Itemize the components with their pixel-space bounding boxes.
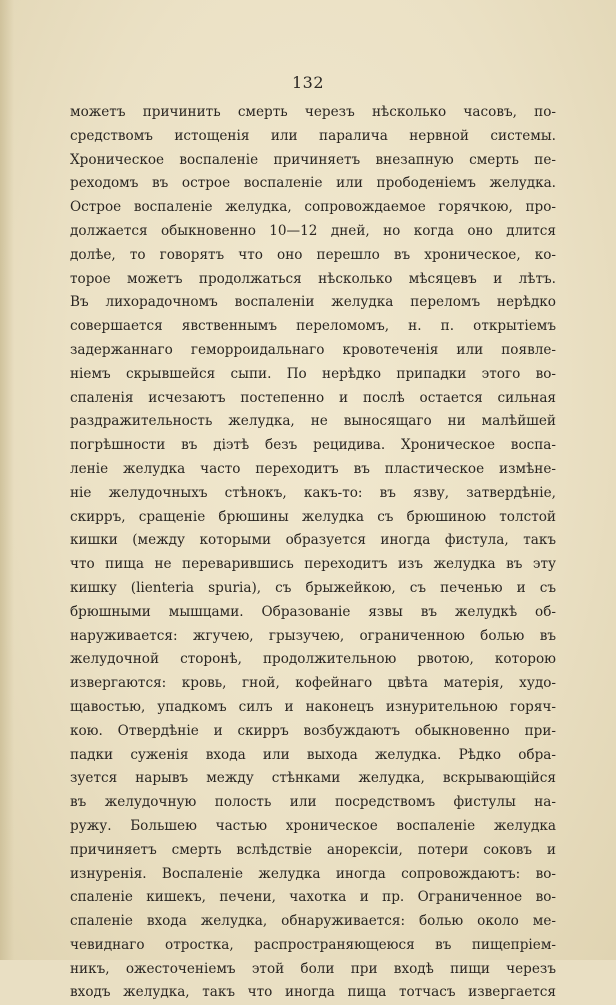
text-line: торое можетъ продолжаться нѣсколько мѣсяцевъ и лѣтъ. bbox=[70, 270, 556, 287]
text-body bbox=[70, 101, 556, 1005]
text-line: падки суженія входа или выхода желудка. Рѣдко обра- bbox=[70, 746, 556, 763]
text-line: зуется нарывъ между стѣнками желудка, вскрывающійся bbox=[70, 770, 556, 787]
text-line: брюшными мышцами. Образованіе язвы въ желудкѣ об- bbox=[70, 603, 556, 620]
text-line: долѣе, то говорятъ что оно перешло въ хроническое, ко- bbox=[70, 246, 556, 263]
text-line: желудочной сторонѣ, продолжительною рвотою, которою bbox=[70, 651, 556, 668]
text-line: Острое воспаленіе желудка, сопровождаемое горячкою, про- bbox=[70, 199, 556, 216]
text-line: скирръ, сращеніе брюшины желудка съ брюшиною толстой bbox=[70, 508, 556, 525]
text-line: можетъ причинить смерть черезъ нѣсколько часовъ, по- bbox=[70, 104, 556, 120]
text-line: должается обыкновенно 10—12 дней, но когда оно длится bbox=[70, 222, 556, 239]
text-line: кою. Отвердѣніе и скирръ возбуждаютъ обыкновенно при- bbox=[70, 722, 556, 739]
text-line: кишку (lienteria spuria), съ брыжейкою, съ печенью и съ bbox=[70, 579, 556, 596]
text-line: кишки (между которыми образуется иногда фистула, такъ bbox=[70, 532, 556, 549]
text-line: спаленіе входа желудка, обнаруживается: болью около ме- bbox=[70, 913, 556, 930]
text-line: причиняетъ смерть вслѣдствіе анорексіи, потери соковъ и bbox=[70, 841, 556, 858]
text-line: погрѣшности въ діэтѣ безъ рецидива. Хроническое воспа- bbox=[70, 437, 556, 454]
text-line: извергаются: кровь, гной, кофейнаго цвѣта матерія, худо- bbox=[70, 675, 556, 692]
text-line: ружу. Большею частью хроническое воспаленіе желудка bbox=[70, 817, 556, 834]
text-line: ніе желудочныхъ стѣнокъ, какъ-то: въ язву, затвердѣніе, bbox=[70, 484, 556, 501]
text-line: леніе желудка часто переходитъ въ пластическое измѣне- bbox=[70, 460, 556, 477]
text-line: задержаннаго геморроидальнаго кровотеченія или появле- bbox=[70, 341, 556, 358]
text-line: что пища не переварившись переходитъ изъ желудка въ эту bbox=[70, 556, 556, 573]
text-line: Хроническое воспаленіе причиняетъ внезапную смерть пе- bbox=[70, 151, 556, 168]
text-line: средствомъ истощенія или паралича нервной системы. bbox=[70, 127, 556, 144]
text-line: раздражительность желудка, не выносящаго ни малѣйшей bbox=[70, 413, 556, 430]
text-line: реходомъ въ острое воспаленіе или прободеніемъ желудка. bbox=[70, 175, 556, 192]
text-line: чевиднаго отростка, распространяющеюся въ пищепріем- bbox=[70, 936, 556, 953]
page-number: 132 bbox=[291, 73, 325, 92]
text-line: совершается явственнымъ переломомъ, н. п. открытіемъ bbox=[70, 318, 556, 335]
text-line: входъ желудка, такъ что иногда пища тотчасъ извергается bbox=[70, 984, 556, 1001]
text-line: Въ лихорадочномъ воспаленіи желудка переломъ нерѣдко bbox=[70, 294, 556, 311]
text-line: въ желудочную полость или посредствомъ фистулы на- bbox=[70, 794, 556, 811]
text-line: спаленія исчезаютъ постепенно и послѣ остается сильная bbox=[70, 389, 556, 406]
text-line: щавостью, упадкомъ силъ и наконецъ изнурительною горяч- bbox=[70, 698, 556, 715]
text-line: наруживается: жгучею, грызучею, ограниченною болью въ bbox=[70, 627, 556, 644]
text-line: ніемъ скрывшейся сыпи. По нерѣдко припадки этого во- bbox=[70, 365, 556, 382]
text-line: спаленіе кишекъ, печени, чахотка и пр. Ограниченное во- bbox=[70, 889, 556, 906]
text-line: никъ, ожесточеніемъ этой боли при входѣ пищи черезъ bbox=[70, 960, 556, 977]
text-line: изнуренія. Воспаленіе желудка иногда сопровождаютъ: во- bbox=[70, 865, 556, 882]
